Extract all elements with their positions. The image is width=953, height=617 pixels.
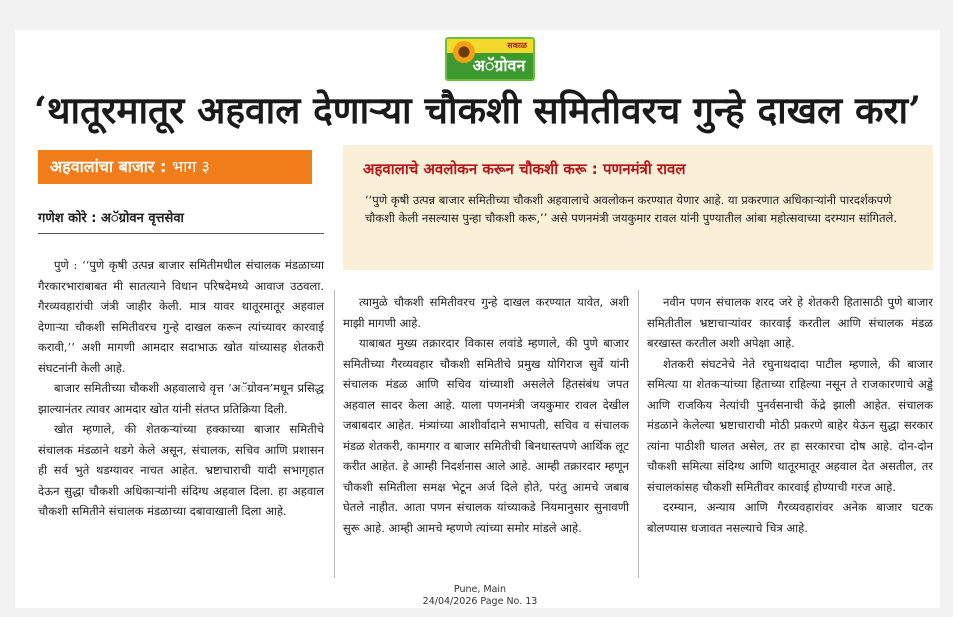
- byline-divider: [38, 233, 324, 234]
- paragraph: खोत म्हणाले, की शेतकऱ्यांच्या हक्काच्या बाजार समितीचे संचालक मंडळाने थडगे केले असून, संचालक, सचिव आणि प्रशासन ही सर्व भुते थडग्यावर नाचत आहेत. भ्रष्टाचाराची यादी सभागृहात देऊन सुद्धा चौकशी अधिकाऱ्यांनी संदिग्ध अहवाल दिला. हा अहवाल चौकशी समितीने संचालक मंडळाच्या दबावाखाली दिला आहे.: [38, 422, 324, 518]
- paragraph: दरम्यान, अन्याय आणि गैरव्यवहारांवर अनेक बाजार घटक बोलण्यास धजावत नसल्याचे चित्र आहे.: [647, 500, 933, 535]
- column-divider: [334, 290, 335, 578]
- sunflower-icon: [453, 41, 475, 63]
- paragraph: पुणे : ‘‘पुणे कृषी उत्पन्न बाजार समितीमधील संचालक मंडळाच्या गैरकारभाराबाबत मी सातत्याने विधान परिषदेमध्ये आवाज उठवला. गैरव्यवहारांची जंत्री जाहीर केली. मात्र यावर थातूरमातूर अहवाल देणाऱ्या चौकशी समितीवरच गुन्हे दाखल करून त्यांच्यावर कारवाई करावी,’’ अशी मागणी आमदार सदाभाऊ खोत यांच्यासह शेतकरी संघटनांनी केली आहे.: [38, 258, 324, 375]
- footer-edition: Pune, Main: [453, 584, 507, 595]
- sidebar-title: अहवालाचे अवलोकन करून चौकशी करू : पणनमंत्री रावल: [363, 160, 686, 178]
- series-title: अहवालांचा बाजार :: [50, 157, 167, 176]
- masthead-name: अॅग्रोवन: [447, 53, 533, 79]
- byline: गणेश कोरे : अॅग्रोवन वृत्तसेवा: [38, 211, 184, 226]
- article-column-1: [38, 255, 324, 522]
- paragraph: त्यामुळे चौकशी समितीवरच गुन्हे दाखल करण्यात यावेत, अशी माझी मागणी आहे.: [343, 295, 629, 330]
- masthead-top: सकाळ: [447, 39, 533, 53]
- series-banner: [38, 150, 312, 184]
- article-column-3: [647, 292, 933, 538]
- paragraph: याबाबत मुख्य तक्रारदार विकास लवांडे म्हणाले, की पुणे बाजार समितीच्या गैरव्यवहार चौकशी समितीचे प्रमुख योगिराज सुर्वे यांनी संचालक मंडळ आणि सचिव यांच्याशी असलेले हितसंबंध जपत अहवाल सादर केला आहे. याला पणनमंत्री जयकुमार रावल देखील जबाबदार आहेत. मंत्र्यांच्या आशीर्वादाने सभापती, सचिव व संचालक मंडळ शेतकरी, कामगार व बाजार समितीची बिनधास्तपणे आर्थिक लूट करीत आहेत. हे आम्ही निदर्शनास आले आहे. आम्ही तक्रारदार म्हणून चौकशी समितीला समक्ष भेटून अर्ज दिले होते, परंतु आमचे जबाब घेतले नाहीत. आता पणन संचालक यांच्याकडे नियमानुसार सुनावणी सुरू आहे. आम्ही आमचे म्हणणे त्यांच्या समोर मांडले आहे.: [343, 336, 629, 535]
- article-column-2: [343, 292, 629, 538]
- sidebar-text: ‘‘पुणे कृषी उत्पन्न बाजार समितीच्या चौकशी अहवालाचे अवलोकन करण्यात येणार आहे. या प्रकरणात अधिकाऱ्यांनी पारदर्शकपणे चौकशी केली नसल्यास पुन्हा चौकशी करू,’’ असे पणनमंत्री जयकुमार रावल यांनी पुण्यातील आंबा महोत्सवाच्या दरम्यान सांगितले.: [365, 193, 898, 225]
- paragraph: बाजार समितीच्या चौकशी अहवालाचे वृत्त ‘अॅग्रोवन’मधून प्रसिद्ध झाल्यानंतर त्यावर आमदार खोत यांनी संतप्त प्रतिक्रिया दिली.: [38, 381, 324, 416]
- paragraph: नवीन पणन संचालक शरद जरे हे शेतकरी हितासाठी पुणे बाजार समितीतील भ्रष्टाचाऱ्यांवर कारवाई करतील आणि संचालक मंडळ बरखास्त करतील अशी अपेक्षा आहे.: [647, 295, 933, 350]
- headline: ‘थातूरमातूर अहवाल देणाऱ्या चौकशी समितीवरच गुन्हे दाखल करा’: [33, 88, 921, 132]
- masthead-logo: [445, 37, 535, 81]
- footer-date-page: 24/04/2026 Page No. 13: [422, 596, 538, 607]
- paragraph: शेतकरी संघटनेचे नेते रघुनाथदादा पाटील म्हणाले, की बाजार समित्या या शेतकऱ्यांच्या हिताच्या राहिल्या नसून ते राजकारणाचे अड्डे आणि राजकिय नेत्यांची पुनर्वसनाची केंद्रे झाली आहेत. संचालक मंडळाने केलेल्या भ्रष्टाचाराची मोठी प्रकरणे बाहेर येऊन सुद्धा सरकार त्यांना पाठीशी घालत असेल, तर हा सरकारचा दोष आहे. दोन-दोन चौकशी समित्या संदिग्ध आणि थातूरमातूर अहवाल देत असतील, तर संचालकांसह चौकशी समितीवर कारवाई होण्याची गरज आहे.: [647, 356, 933, 494]
- series-part: भाग ३: [172, 157, 210, 176]
- column-divider: [638, 290, 639, 578]
- sidebar-box: [343, 145, 933, 270]
- page-footer: [400, 584, 560, 608]
